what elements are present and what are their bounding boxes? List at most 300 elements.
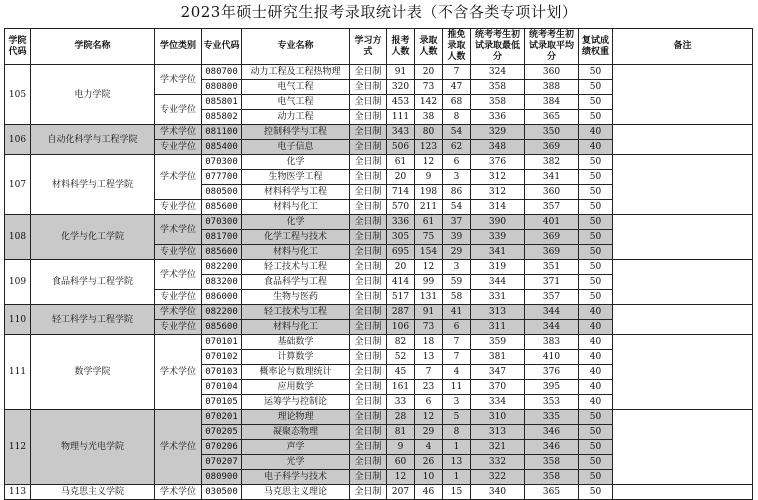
retest-weight: 50: [579, 425, 613, 440]
applicants: 161: [387, 380, 415, 395]
admitted: 99: [415, 275, 443, 290]
major-code: 086000: [202, 290, 242, 305]
major-code: 082200: [202, 260, 242, 275]
study-mode: 全日制: [350, 185, 387, 200]
major-code: 070206: [202, 440, 242, 455]
avg-score: 369: [525, 140, 579, 155]
avg-score: 369: [525, 245, 579, 260]
major-code: 070104: [202, 380, 242, 395]
avg-score: 358: [525, 455, 579, 470]
exempt-admitted: 3: [443, 260, 471, 275]
min-score: 313: [471, 305, 525, 320]
major-name: 化学工程与技术: [242, 230, 350, 245]
major-code: 080900: [202, 470, 242, 485]
study-mode: 全日制: [350, 335, 387, 350]
avg-score: 365: [525, 110, 579, 125]
table-row: [5, 125, 753, 140]
college-name: 材料科学与工程学院: [31, 155, 155, 215]
min-score: 359: [471, 335, 525, 350]
col-header: 报考人数: [387, 29, 415, 65]
avg-score: 341: [525, 170, 579, 185]
major-name: 运筹学与控制论: [242, 395, 350, 410]
admitted: 46: [415, 485, 443, 500]
exempt-admitted: 6: [443, 320, 471, 335]
admitted: 29: [415, 425, 443, 440]
min-score: 324: [471, 65, 525, 80]
avg-score: 357: [525, 200, 579, 215]
major-name: 食品科学与工程: [242, 275, 350, 290]
avg-score: 395: [525, 380, 579, 395]
min-score: 313: [471, 425, 525, 440]
avg-score: 382: [525, 155, 579, 170]
major-code: 070201: [202, 410, 242, 425]
applicants: 9: [387, 440, 415, 455]
major-code: 081700: [202, 230, 242, 245]
col-header: 专业名称: [242, 29, 350, 65]
col-header: 统考考生初试录取最低分: [471, 29, 525, 65]
retest-weight: 50: [579, 230, 613, 245]
major-name: 生物与医药: [242, 290, 350, 305]
retest-weight: 50: [579, 455, 613, 470]
college-code: 107: [5, 155, 31, 215]
major-name: 概率论与数理统计: [242, 365, 350, 380]
exempt-admitted: 59: [443, 275, 471, 290]
avg-score: 376: [525, 365, 579, 380]
avg-score: 360: [525, 65, 579, 80]
retest-weight: 40: [579, 140, 613, 155]
avg-score: 371: [525, 275, 579, 290]
table-row: [5, 335, 753, 350]
retest-weight: 40: [579, 350, 613, 365]
major-code: 085802: [202, 110, 242, 125]
major-code: 080500: [202, 185, 242, 200]
major-code: 080800: [202, 80, 242, 95]
college-name: 化学与化工学院: [31, 215, 155, 260]
major-name: 控制科学与工程: [242, 125, 350, 140]
avg-score: 384: [525, 95, 579, 110]
major-name: 轻工技术与工程: [242, 305, 350, 320]
retest-weight: 50: [579, 410, 613, 425]
min-score: 370: [471, 380, 525, 395]
exempt-admitted: 5: [443, 410, 471, 425]
major-code: 085600: [202, 245, 242, 260]
retest-weight: 50: [579, 95, 613, 110]
major-code: 082200: [202, 305, 242, 320]
min-score: 347: [471, 365, 525, 380]
admitted: 131: [415, 290, 443, 305]
admitted: 12: [415, 155, 443, 170]
study-mode: 全日制: [350, 155, 387, 170]
exempt-admitted: 37: [443, 215, 471, 230]
retest-weight: 50: [579, 440, 613, 455]
admitted: 73: [415, 80, 443, 95]
avg-score: 344: [525, 320, 579, 335]
applicants: 517: [387, 290, 415, 305]
major-code: 085600: [202, 200, 242, 215]
major-name: 马克思主义理论: [242, 485, 350, 500]
exempt-admitted: 1: [443, 470, 471, 485]
applicants: 207: [387, 485, 415, 500]
table-row: [5, 305, 753, 320]
major-name: 材料与化工: [242, 320, 350, 335]
major-name: 理论物理: [242, 410, 350, 425]
min-score: 329: [471, 125, 525, 140]
major-name: 化学: [242, 215, 350, 230]
major-code: 080700: [202, 65, 242, 80]
study-mode: 全日制: [350, 275, 387, 290]
major-name: 计算数学: [242, 350, 350, 365]
retest-weight: 50: [579, 155, 613, 170]
college-name: 马克思主义学院: [31, 485, 155, 500]
min-score: 336: [471, 110, 525, 125]
exempt-admitted: 4: [443, 365, 471, 380]
avg-score: 357: [525, 290, 579, 305]
admitted: 91: [415, 305, 443, 320]
avg-score: 388: [525, 80, 579, 95]
retest-weight: 50: [579, 80, 613, 95]
major-name: 动力工程及工程热物理: [242, 65, 350, 80]
degree-type: 专业学位: [155, 245, 202, 260]
exempt-admitted: 1: [443, 440, 471, 455]
avg-score: 358: [525, 470, 579, 485]
col-header: 推免录取人数: [443, 29, 471, 65]
study-mode: 全日制: [350, 215, 387, 230]
remarks: [613, 155, 753, 215]
retest-weight: 40: [579, 365, 613, 380]
retest-weight: 40: [579, 305, 613, 320]
applicants: 82: [387, 335, 415, 350]
exempt-admitted: 3: [443, 395, 471, 410]
college-code: 113: [5, 485, 31, 500]
major-code: 070101: [202, 335, 242, 350]
applicants: 714: [387, 185, 415, 200]
major-name: 电气工程: [242, 80, 350, 95]
admitted: 38: [415, 110, 443, 125]
college-name: 物理与光电学院: [31, 410, 155, 485]
col-header: 备注: [613, 29, 753, 65]
exempt-admitted: 7: [443, 65, 471, 80]
college-code: 108: [5, 215, 31, 260]
remarks: [613, 485, 753, 500]
avg-score: 410: [525, 350, 579, 365]
applicants: 453: [387, 95, 415, 110]
applicants: 320: [387, 80, 415, 95]
avg-score: 346: [525, 425, 579, 440]
retest-weight: 50: [579, 215, 613, 230]
min-score: 312: [471, 185, 525, 200]
min-score: 340: [471, 485, 525, 500]
applicants: 695: [387, 245, 415, 260]
col-header: 学习方式: [350, 29, 387, 65]
degree-type: 专业学位: [155, 320, 202, 335]
col-header: 专业代码: [202, 29, 242, 65]
applicants: 414: [387, 275, 415, 290]
degree-type: 专业学位: [155, 290, 202, 305]
admitted: 23: [415, 380, 443, 395]
retest-weight: 40: [579, 380, 613, 395]
table-row: [5, 65, 753, 80]
major-code: 085400: [202, 140, 242, 155]
min-score: 310: [471, 410, 525, 425]
avg-score: 353: [525, 395, 579, 410]
major-name: 基础数学: [242, 335, 350, 350]
admitted: 12: [415, 260, 443, 275]
major-name: 生物医学工程: [242, 170, 350, 185]
admitted: 18: [415, 335, 443, 350]
exempt-admitted: 7: [443, 335, 471, 350]
major-code: 070207: [202, 455, 242, 470]
major-name: 应用数学: [242, 380, 350, 395]
major-name: 化学: [242, 155, 350, 170]
remarks: [613, 410, 753, 485]
applicants: 336: [387, 215, 415, 230]
major-name: 声学: [242, 440, 350, 455]
applicants: 52: [387, 350, 415, 365]
table-row: [5, 485, 753, 500]
min-score: 319: [471, 260, 525, 275]
admitted: 75: [415, 230, 443, 245]
study-mode: 全日制: [350, 395, 387, 410]
degree-type: 专业学位: [155, 140, 202, 155]
major-code: 070300: [202, 155, 242, 170]
applicants: 91: [387, 65, 415, 80]
study-mode: 全日制: [350, 410, 387, 425]
study-mode: 全日制: [350, 140, 387, 155]
major-name: 材料科学与工程: [242, 185, 350, 200]
college-code: 105: [5, 65, 31, 125]
applicants: 45: [387, 365, 415, 380]
admitted: 80: [415, 125, 443, 140]
study-mode: 全日制: [350, 245, 387, 260]
degree-type: 专业学位: [155, 95, 202, 125]
applicants: 343: [387, 125, 415, 140]
avg-score: 369: [525, 230, 579, 245]
exempt-admitted: 11: [443, 380, 471, 395]
college-name: 食品科学与工程学院: [31, 260, 155, 305]
retest-weight: 50: [579, 275, 613, 290]
col-header: 录取人数: [415, 29, 443, 65]
study-mode: 全日制: [350, 80, 387, 95]
study-mode: 全日制: [350, 320, 387, 335]
admitted: 154: [415, 245, 443, 260]
applicants: 28: [387, 410, 415, 425]
exempt-admitted: 54: [443, 125, 471, 140]
major-code: 070102: [202, 350, 242, 365]
major-code: 070105: [202, 395, 242, 410]
admitted: 10: [415, 470, 443, 485]
retest-weight: 50: [579, 185, 613, 200]
major-name: 光学: [242, 455, 350, 470]
applicants: 111: [387, 110, 415, 125]
table-row: [5, 155, 753, 170]
applicants: 20: [387, 170, 415, 185]
college-name: 轻工科学与工程学院: [31, 305, 155, 335]
admitted: 20: [415, 65, 443, 80]
retest-weight: 50: [579, 110, 613, 125]
exempt-admitted: 15: [443, 485, 471, 500]
major-code: 077700: [202, 170, 242, 185]
major-name: 动力工程: [242, 110, 350, 125]
study-mode: 全日制: [350, 455, 387, 470]
degree-type: 学术学位: [155, 485, 202, 500]
college-name: 数学学院: [31, 335, 155, 410]
degree-type: 专业学位: [155, 200, 202, 215]
col-header: 统考考生初试录取平均分: [525, 29, 579, 65]
exempt-admitted: 39: [443, 230, 471, 245]
applicants: 12: [387, 470, 415, 485]
study-mode: 全日制: [350, 440, 387, 455]
study-mode: 全日制: [350, 230, 387, 245]
major-code: 070103: [202, 365, 242, 380]
major-code: 083200: [202, 275, 242, 290]
admitted: 73: [415, 320, 443, 335]
avg-score: 360: [525, 185, 579, 200]
retest-weight: 40: [579, 125, 613, 140]
applicants: 106: [387, 320, 415, 335]
study-mode: 全日制: [350, 425, 387, 440]
study-mode: 全日制: [350, 65, 387, 80]
exempt-admitted: 41: [443, 305, 471, 320]
retest-weight: 40: [579, 395, 613, 410]
degree-type: 学术学位: [155, 410, 202, 485]
min-score: 332: [471, 455, 525, 470]
remarks: [613, 260, 753, 305]
study-mode: 全日制: [350, 365, 387, 380]
remarks: [613, 65, 753, 125]
min-score: 358: [471, 95, 525, 110]
major-name: 电子信息: [242, 140, 350, 155]
degree-type: 学术学位: [155, 125, 202, 140]
retest-weight: 50: [579, 260, 613, 275]
avg-score: 351: [525, 260, 579, 275]
retest-weight: 50: [579, 470, 613, 485]
min-score: 358: [471, 80, 525, 95]
min-score: 321: [471, 440, 525, 455]
study-mode: 全日制: [350, 470, 387, 485]
remarks: [613, 215, 753, 260]
admitted: 12: [415, 410, 443, 425]
major-name: 凝聚态物理: [242, 425, 350, 440]
exempt-admitted: 54: [443, 200, 471, 215]
study-mode: 全日制: [350, 350, 387, 365]
degree-type: 学术学位: [155, 335, 202, 410]
retest-weight: 50: [579, 485, 613, 500]
admitted: 7: [415, 365, 443, 380]
avg-score: 401: [525, 215, 579, 230]
admitted: 142: [415, 95, 443, 110]
exempt-admitted: 86: [443, 185, 471, 200]
college-code: 112: [5, 410, 31, 485]
applicants: 305: [387, 230, 415, 245]
admitted: 6: [415, 395, 443, 410]
applicants: 287: [387, 305, 415, 320]
applicants: 506: [387, 140, 415, 155]
min-score: 312: [471, 170, 525, 185]
min-score: 381: [471, 350, 525, 365]
table-row: [5, 260, 753, 275]
retest-weight: 40: [579, 320, 613, 335]
avg-score: 350: [525, 125, 579, 140]
major-code: 085600: [202, 320, 242, 335]
degree-type: 学术学位: [155, 215, 202, 245]
college-name: 自动化科学与工程学院: [31, 125, 155, 155]
exempt-admitted: 47: [443, 80, 471, 95]
major-code: 070205: [202, 425, 242, 440]
admitted: 26: [415, 455, 443, 470]
major-code: 085801: [202, 95, 242, 110]
admitted: 61: [415, 215, 443, 230]
major-name: 电气工程: [242, 95, 350, 110]
min-score: 390: [471, 215, 525, 230]
exempt-admitted: 68: [443, 95, 471, 110]
remarks: [613, 335, 753, 410]
retest-weight: 50: [579, 170, 613, 185]
college-code: 111: [5, 335, 31, 410]
applicants: 33: [387, 395, 415, 410]
major-code: 070300: [202, 215, 242, 230]
study-mode: 全日制: [350, 260, 387, 275]
study-mode: 全日制: [350, 485, 387, 500]
study-mode: 全日制: [350, 125, 387, 140]
min-score: 339: [471, 230, 525, 245]
study-mode: 全日制: [350, 200, 387, 215]
table-row: [5, 410, 753, 425]
remarks: [613, 125, 753, 155]
exempt-admitted: 8: [443, 110, 471, 125]
degree-type: 学术学位: [155, 155, 202, 200]
avg-score: 335: [525, 410, 579, 425]
major-name: 电子科学与技术: [242, 470, 350, 485]
exempt-admitted: 7: [443, 350, 471, 365]
exempt-admitted: 8: [443, 425, 471, 440]
retest-weight: 50: [579, 245, 613, 260]
applicants: 60: [387, 455, 415, 470]
applicants: 570: [387, 200, 415, 215]
exempt-admitted: 6: [443, 155, 471, 170]
study-mode: 全日制: [350, 380, 387, 395]
degree-type: 学术学位: [155, 65, 202, 95]
min-score: 341: [471, 245, 525, 260]
min-score: 311: [471, 320, 525, 335]
major-code: 081100: [202, 125, 242, 140]
col-header: 学位类别: [155, 29, 202, 65]
major-name: 材料与化工: [242, 200, 350, 215]
major-name: 轻工技术与工程: [242, 260, 350, 275]
admitted: 9: [415, 170, 443, 185]
min-score: 344: [471, 275, 525, 290]
retest-weight: 50: [579, 65, 613, 80]
col-header: 学院名称: [31, 29, 155, 65]
min-score: 331: [471, 290, 525, 305]
major-code: 030500: [202, 485, 242, 500]
exempt-admitted: 58: [443, 290, 471, 305]
degree-type: 学术学位: [155, 305, 202, 320]
admission-table: [4, 28, 753, 500]
avg-score: 365: [525, 485, 579, 500]
remarks: [613, 305, 753, 335]
min-score: 322: [471, 470, 525, 485]
college-code: 106: [5, 125, 31, 155]
applicants: 81: [387, 425, 415, 440]
study-mode: 全日制: [350, 305, 387, 320]
col-header: 复试成绩权重: [579, 29, 613, 65]
study-mode: 全日制: [350, 110, 387, 125]
college-code: 109: [5, 260, 31, 305]
table-row: [5, 215, 753, 230]
avg-score: 346: [525, 440, 579, 455]
col-header: 学院代码: [5, 29, 31, 65]
major-name: 材料与化工: [242, 245, 350, 260]
